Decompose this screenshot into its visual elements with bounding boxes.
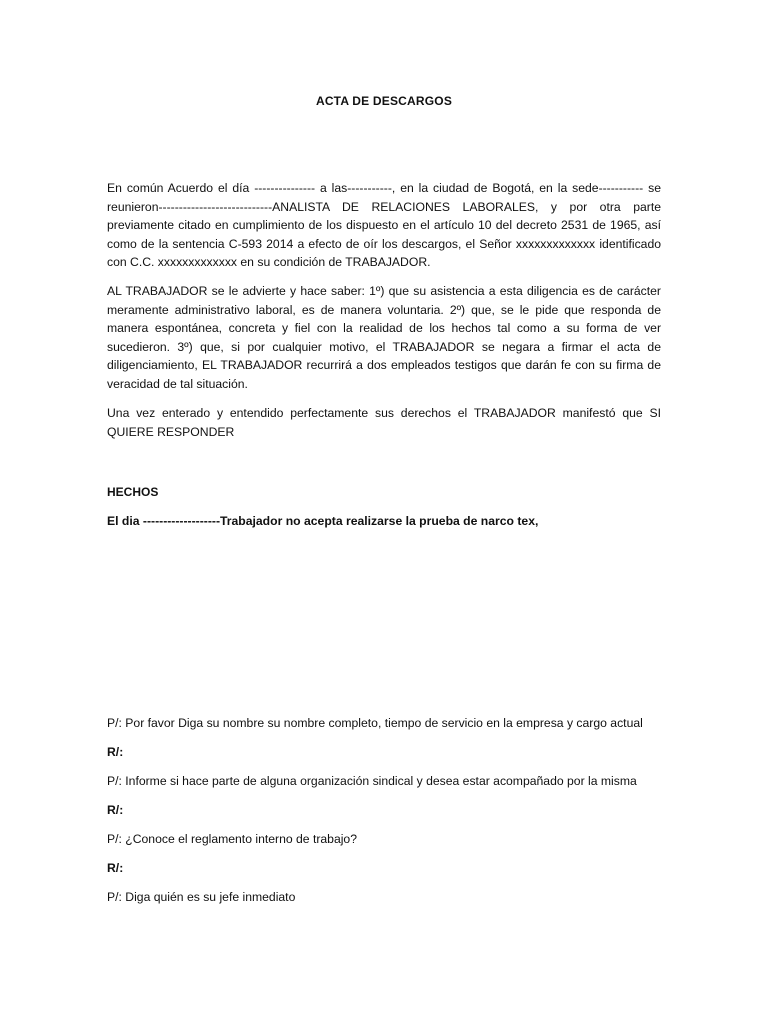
hechos-heading: HECHOS xyxy=(107,485,159,499)
answer-3: R/: xyxy=(107,861,124,875)
question-2: P/: Informe si hace parte de alguna organización sindical y desea estar acompañado por la misma xyxy=(107,774,637,788)
document-title: ACTA DE DESCARGOS xyxy=(315,94,453,108)
hechos-line: El dia -------------------Trabajador no acepta realizarse la prueba de narco tex, xyxy=(107,514,539,528)
warning-paragraph: AL TRABAJADOR se le advierte y hace saber: 1º) que su asistencia a esta diligencia es de carácter meramente administrativo laboral, es de manera voluntaria. 2º) que, se le pide que responda de manera espontánea, concreta y fiel con la realidad de los hechos tal como a su forma de ver sucedieron. 3º) que, si por cualquier motivo, el TRABAJADOR se negara a firmar el acta de diligenciamiento, EL TRABAJADOR recurrirá a dos empleados testigos que darán fe con su firma de veracidad de tal situación. xyxy=(107,284,661,391)
question-1: P/: Por favor Diga su nombre su nombre completo, tiempo de servicio en la empresa y cargo actual xyxy=(107,716,643,730)
question-3: P/: ¿Conoce el reglamento interno de trabajo? xyxy=(107,832,357,846)
answer-1: R/: xyxy=(107,745,124,759)
question-4: P/: Diga quién es su jefe inmediato xyxy=(107,890,296,904)
answer-2: R/: xyxy=(107,803,124,817)
consent-paragraph: Una vez enterado y entendido perfectamente sus derechos el TRABAJADOR manifestó que SI QUIERE RESPONDER xyxy=(107,406,661,439)
intro-paragraph: En común Acuerdo el día --------------- a las-----------, en la ciudad de Bogotá, en la sede----------- se reunieron----------------------------ANALISTA DE RELACIONES LABORALES, y por otra parte previamente citado en cumplimiento de los dispuesto en el artículo 10 del decreto 2531 de 1965, así como de la sentencia C-593 2014 a efecto de oír los descargos, el Señor xxxxxxxxxxxxx identificado con C.C. xxxxxxxxxxxxx en su condición de TRABAJADOR. xyxy=(107,181,661,270)
